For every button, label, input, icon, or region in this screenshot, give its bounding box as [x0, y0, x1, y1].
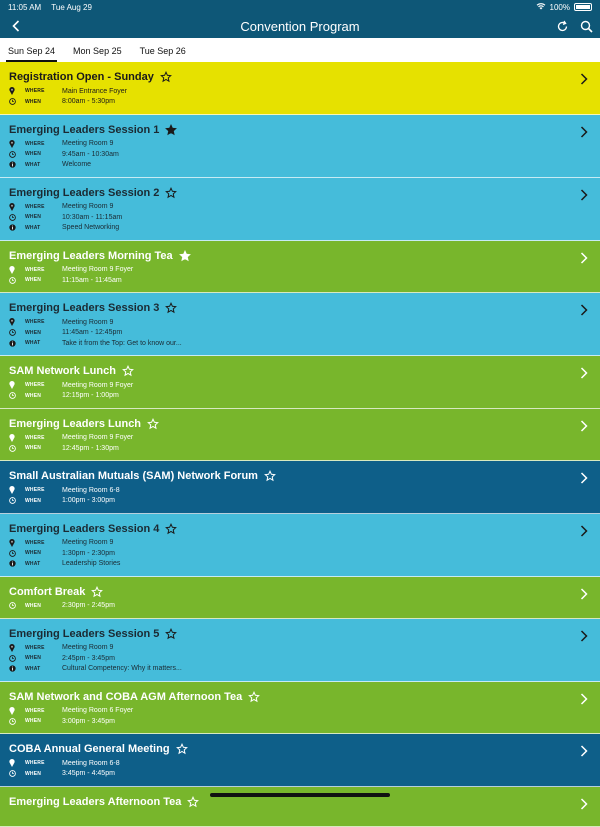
- session-what: Cultural Competency: Why it matters...: [62, 665, 182, 673]
- session-where: Main Entrance Foyer: [62, 87, 127, 95]
- session-what: Welcome: [62, 161, 92, 169]
- session-title-row: [9, 688, 570, 706]
- location-pin-icon: [9, 140, 19, 148]
- when-label: WHEN: [25, 151, 42, 158]
- chevron-right-icon: [580, 419, 590, 431]
- back-button[interactable]: [8, 17, 24, 35]
- when-label: WHEN: [25, 214, 42, 221]
- chevron-right-icon: [580, 366, 590, 378]
- session-title-row: [9, 520, 570, 538]
- nav-bar: [0, 14, 600, 38]
- info-icon: [9, 560, 19, 567]
- session-title: Emerging Leaders Morning Tea: [9, 249, 173, 262]
- session-title-row: [9, 247, 570, 265]
- session-list: [0, 62, 600, 808]
- when-label: WHEN: [25, 770, 42, 777]
- session-item[interactable]: [0, 734, 600, 787]
- when-label: WHEN: [25, 277, 42, 284]
- session-title: Small Australian Mutuals (SAM) Network Forum: [9, 470, 258, 482]
- star-outline-icon[interactable]: [165, 302, 177, 314]
- session-what: Leadership Stories: [62, 560, 121, 568]
- chevron-right-icon: [580, 797, 590, 809]
- session-when: 2:45pm - 3:45pm: [62, 654, 115, 662]
- refresh-icon[interactable]: [554, 17, 570, 35]
- session-where: Meeting Room 9 Foyer: [62, 434, 134, 442]
- where-label: WHERE: [25, 707, 45, 714]
- session-where: Meeting Room 6-8: [62, 486, 120, 494]
- location-pin-icon: [9, 759, 19, 767]
- what-label: WHAT: [25, 161, 41, 168]
- info-icon: [9, 161, 19, 168]
- location-pin-icon: [9, 381, 19, 389]
- where-label: WHERE: [25, 266, 45, 273]
- session-when: 11:45am - 12:45pm: [62, 329, 123, 337]
- home-indicator[interactable]: [210, 793, 390, 797]
- clock-icon: [9, 329, 19, 336]
- session-title: Registration Open - Sunday: [9, 71, 154, 83]
- session-where-row: [9, 380, 570, 391]
- chevron-right-icon: [580, 188, 590, 200]
- session-item[interactable]: [0, 356, 600, 409]
- when-label: WHEN: [25, 98, 42, 105]
- session-title-row: [9, 184, 570, 202]
- session-when: 10:30am - 11:15am: [62, 213, 123, 221]
- clock-icon: [9, 98, 19, 105]
- session-when-row: [9, 275, 570, 286]
- where-label: WHERE: [25, 319, 45, 326]
- session-when: 11:15am - 11:45am: [62, 276, 122, 284]
- star-outline-icon[interactable]: [165, 187, 177, 199]
- chevron-right-icon: [580, 629, 590, 641]
- session-what-row: [9, 160, 570, 171]
- where-label: WHERE: [25, 760, 45, 767]
- session-where-row: [9, 139, 570, 150]
- chevron-right-icon: [580, 72, 590, 84]
- session-what-row: [9, 223, 570, 234]
- session-when: 2:30pm - 2:45pm: [62, 602, 115, 610]
- chevron-right-icon: [580, 125, 590, 137]
- chevron-right-icon: [580, 524, 590, 536]
- star-outline-icon[interactable]: [176, 743, 188, 755]
- session-when-row: [9, 328, 570, 339]
- location-pin-icon: [9, 486, 19, 494]
- when-label: WHEN: [25, 602, 42, 609]
- what-label: WHAT: [25, 340, 41, 347]
- session-when-row: [9, 212, 570, 223]
- where-label: WHERE: [25, 487, 45, 494]
- where-label: WHERE: [25, 539, 45, 546]
- session-where-row: [9, 265, 570, 276]
- clock-icon: [9, 214, 19, 221]
- session-what-row: [9, 338, 570, 349]
- session-item[interactable]: [0, 577, 600, 619]
- session-when-row: [9, 391, 570, 402]
- session-when-row: [9, 548, 570, 559]
- session-title-row: [9, 299, 570, 317]
- when-label: WHEN: [25, 445, 42, 452]
- session-item[interactable]: [0, 241, 600, 294]
- status-date: Tue Aug 29: [51, 2, 92, 12]
- location-pin-icon: [9, 539, 19, 547]
- session-item[interactable]: [0, 293, 600, 356]
- session-where-row: [9, 317, 570, 328]
- session-where-row: [9, 758, 570, 769]
- when-label: WHEN: [25, 655, 42, 662]
- session-item[interactable]: [0, 514, 600, 577]
- when-label: WHEN: [25, 718, 42, 725]
- star-outline-icon[interactable]: [122, 365, 134, 377]
- clock-icon: [9, 655, 19, 662]
- what-label: WHAT: [25, 560, 41, 567]
- session-item[interactable]: [0, 409, 600, 462]
- session-when: 8:00am - 5:30pm: [62, 98, 115, 106]
- when-label: WHEN: [25, 329, 42, 336]
- clock-icon: [9, 497, 19, 504]
- session-where: Meeting Room 9: [62, 644, 114, 652]
- clock-icon: [9, 277, 19, 284]
- session-when-row: [9, 443, 570, 454]
- session-what: Speed Networking: [62, 224, 120, 232]
- session-title-row: [9, 121, 570, 139]
- status-bar: [0, 0, 600, 14]
- session-title: SAM Network Lunch: [9, 365, 116, 377]
- chevron-right-icon: [580, 471, 590, 483]
- chevron-right-icon: [580, 587, 590, 599]
- status-right: [536, 2, 592, 12]
- session-where-row: [9, 433, 570, 444]
- clock-icon: [9, 718, 19, 725]
- session-title: Comfort Break: [9, 585, 86, 598]
- session-what-row: [9, 664, 570, 675]
- when-label: WHEN: [25, 550, 42, 557]
- session-when-row: [9, 601, 570, 612]
- session-title: Emerging Leaders Session 1: [9, 123, 160, 136]
- session-title-row: [9, 740, 570, 758]
- status-left: [8, 3, 100, 12]
- where-label: WHERE: [25, 140, 45, 147]
- session-title: Emerging Leaders Afternoon Tea: [9, 795, 182, 808]
- session-where-row: [9, 86, 570, 97]
- session-when-row: [9, 653, 570, 664]
- star-outline-icon[interactable]: [147, 418, 159, 430]
- location-pin-icon: [9, 707, 19, 715]
- wifi-icon: [536, 2, 546, 12]
- where-label: WHERE: [25, 434, 45, 441]
- star-outline-icon[interactable]: [91, 586, 103, 598]
- info-icon: [9, 665, 19, 672]
- session-when: 12:15pm - 1:00pm: [62, 392, 119, 400]
- session-when: 1:30pm - 2:30pm: [62, 549, 115, 557]
- session-where: Meeting Room 9: [62, 203, 114, 211]
- where-label: WHERE: [25, 644, 45, 651]
- session-when-row: [9, 149, 570, 160]
- session-where-row: [9, 202, 570, 213]
- session-where-row: [9, 538, 570, 549]
- where-label: WHERE: [25, 203, 45, 210]
- session-title: Emerging Leaders Session 2: [9, 186, 160, 199]
- session-where-row: [9, 706, 570, 717]
- session-where: Meeting Room 6 Foyer: [62, 707, 134, 715]
- battery-icon: [574, 3, 592, 11]
- session-where: Meeting Room 9: [62, 140, 114, 148]
- session-where-row: [9, 485, 570, 496]
- session-title-row: [9, 362, 570, 380]
- clock-icon: [9, 550, 19, 557]
- clock-icon: [9, 445, 19, 452]
- star-outline-icon[interactable]: [248, 691, 260, 703]
- session-when: 1:00pm - 3:00pm: [62, 497, 115, 505]
- session-when: 3:45pm - 4:45pm: [62, 770, 115, 778]
- session-item[interactable]: [0, 178, 600, 241]
- session-item[interactable]: [0, 682, 600, 735]
- tab-mon-sep-25[interactable]: Mon Sep 25: [73, 46, 122, 56]
- what-label: WHAT: [25, 665, 41, 672]
- session-title-row: [9, 625, 570, 643]
- location-pin-icon: [9, 318, 19, 326]
- session-title-row: [9, 467, 570, 485]
- info-icon: [9, 340, 19, 347]
- location-pin-icon: [9, 87, 19, 95]
- session-title: Emerging Leaders Lunch: [9, 417, 142, 430]
- session-title: SAM Network and COBA AGM Afternoon Tea: [9, 690, 243, 703]
- session-what-row: [9, 559, 570, 570]
- session-when-row: [9, 769, 570, 780]
- session-where: Meeting Room 9 Foyer: [62, 266, 134, 274]
- star-outline-icon[interactable]: [165, 628, 177, 640]
- page-title: Convention Program: [240, 18, 360, 34]
- session-when: 3:00pm - 3:45pm: [62, 717, 115, 725]
- session-where: Meeting Room 9: [62, 539, 114, 547]
- location-pin-icon: [9, 644, 19, 652]
- tab-tue-sep-26[interactable]: Tue Sep 26: [139, 46, 186, 56]
- session-title-row: [9, 415, 570, 433]
- nav-actions: [554, 17, 594, 35]
- clock-icon: [9, 770, 19, 777]
- session-item[interactable]: [0, 115, 600, 178]
- session-title: Emerging Leaders Session 5: [9, 627, 160, 640]
- session-title: Emerging Leaders Session 4: [9, 522, 160, 535]
- session-where-row: [9, 643, 570, 654]
- clock-icon: [9, 151, 19, 158]
- chevron-right-icon: [580, 744, 590, 756]
- star-outline-icon[interactable]: [264, 470, 276, 482]
- location-pin-icon: [9, 203, 19, 211]
- location-pin-icon: [9, 434, 19, 442]
- session-title: COBA Annual General Meeting: [9, 743, 170, 755]
- clock-icon: [9, 392, 19, 399]
- location-pin-icon: [9, 266, 19, 274]
- chevron-right-icon: [580, 251, 590, 263]
- session-title-row: [9, 583, 570, 601]
- battery-percent: 100%: [549, 2, 570, 12]
- chevron-right-icon: [580, 692, 590, 704]
- star-outline-icon[interactable]: [187, 796, 199, 808]
- when-label: WHEN: [25, 392, 42, 399]
- session-item[interactable]: [0, 62, 600, 115]
- session-when: 12:45pm - 1:30pm: [62, 444, 119, 452]
- tab-sun-sep-24[interactable]: Sun Sep 24: [6, 46, 57, 62]
- clock-icon: [9, 602, 19, 609]
- session-title-row: [9, 68, 570, 86]
- session-item[interactable]: [0, 461, 600, 514]
- info-icon: [9, 224, 19, 231]
- where-label: WHERE: [25, 382, 45, 389]
- session-when-row: [9, 716, 570, 727]
- session-where: Meeting Room 9: [62, 318, 114, 326]
- session-when-row: [9, 97, 570, 108]
- star-outline-icon[interactable]: [165, 523, 177, 535]
- what-label: WHAT: [25, 224, 41, 231]
- when-label: WHEN: [25, 497, 42, 504]
- status-time: 11:05 AM: [8, 2, 42, 12]
- session-what: Take it from the Top: Get to know our...: [62, 339, 182, 347]
- session-title: Emerging Leaders Session 3: [9, 302, 160, 314]
- chevron-right-icon: [580, 303, 590, 315]
- session-where: Meeting Room 9 Foyer: [62, 381, 134, 389]
- star-filled-icon[interactable]: [179, 250, 191, 262]
- session-when: 9:45am - 10:30am: [62, 150, 119, 158]
- star-outline-icon[interactable]: [160, 71, 172, 83]
- session-item[interactable]: [0, 619, 600, 682]
- session-when-row: [9, 496, 570, 507]
- search-icon[interactable]: [578, 17, 594, 35]
- where-label: WHERE: [25, 88, 45, 95]
- day-tabs: [0, 38, 600, 63]
- session-where: Meeting Room 6-8: [62, 759, 120, 767]
- star-filled-icon[interactable]: [165, 124, 177, 136]
